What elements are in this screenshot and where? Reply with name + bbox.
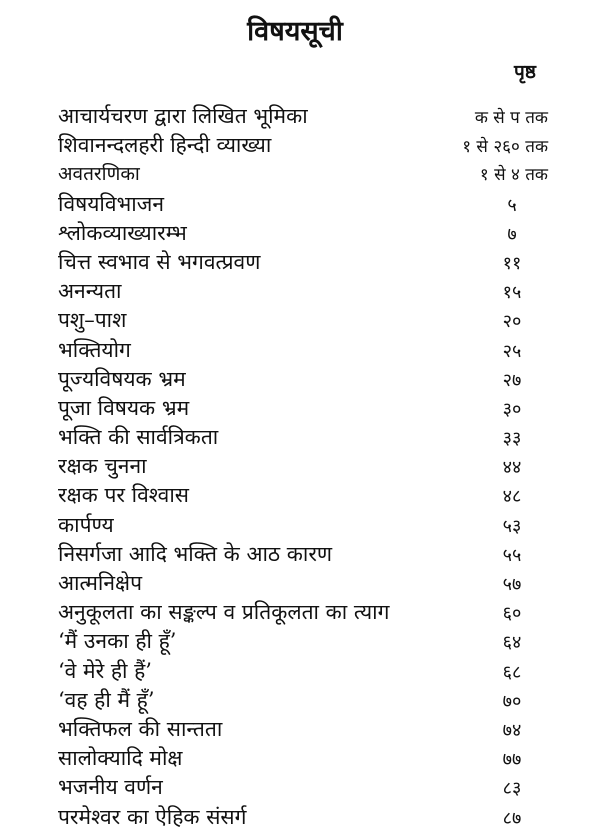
toc-entry [58, 540, 548, 569]
toc-entry-title: पशु–पाश [58, 308, 127, 333]
toc-entry [58, 511, 548, 540]
toc-entry-title: पूजा विषयक भ्रम [58, 395, 190, 420]
toc-entry-title: अवतरणिका [58, 163, 140, 186]
toc-entry-page: ८७ [502, 807, 522, 829]
toc-entry-title: भक्तियोग [58, 337, 131, 362]
toc-entry [58, 336, 548, 365]
toc-entry [58, 686, 548, 715]
toc-entry-title: ‘वे मेरे ही हैं’ [58, 658, 152, 683]
toc-entry-title: सालोक्यादि मोक्ष [58, 746, 183, 771]
table-of-contents [58, 102, 548, 832]
toc-entry-page: २० [502, 311, 522, 333]
toc-entry-page: ७ [507, 223, 517, 245]
toc-entry-page: २७ [502, 369, 522, 391]
toc-entry [58, 657, 548, 686]
toc-entry [58, 160, 548, 189]
toc-entry-page: ६० [502, 603, 522, 625]
page-title: विषयसूची [247, 16, 343, 47]
toc-entry-page: ४४ [502, 457, 522, 479]
toc-entry [58, 627, 548, 656]
toc-entry [58, 277, 548, 306]
toc-entry-page: ७० [502, 690, 522, 712]
toc-entry [58, 452, 548, 481]
toc-entry [58, 481, 548, 510]
toc-entry-page: ५३ [502, 515, 522, 537]
toc-entry-page: २५ [502, 340, 522, 362]
toc-entry [58, 598, 548, 627]
toc-entry-title: भजनीय वर्णन [58, 775, 163, 800]
toc-entry-title: अनन्यता [58, 279, 122, 304]
toc-entry-page: १ से २६० तक [462, 137, 548, 158]
toc-entry-title: अनुकूलता का सङ्कल्प व प्रतिकूलता का त्याग [58, 600, 390, 625]
toc-entry-title: आचार्यचरण द्वारा लिखित भूमिका [58, 104, 308, 128]
toc-entry [58, 306, 548, 335]
toc-entry-title: आत्मनिक्षेप [58, 571, 142, 595]
toc-entry [58, 744, 548, 773]
toc-entry-page: ५७ [502, 574, 522, 595]
toc-entry [58, 423, 548, 452]
toc-entry [58, 715, 548, 744]
toc-entry [58, 131, 548, 160]
toc-entry-page: १५ [502, 282, 522, 304]
toc-entry-page: ७४ [502, 719, 522, 741]
toc-entry-page: ३० [502, 398, 522, 420]
toc-entry-title: कार्पण्य [58, 512, 114, 537]
toc-entry [58, 365, 548, 394]
toc-entry [58, 394, 548, 423]
toc-entry-title: चित्त स्वभाव से भगवत्प्रवण [58, 249, 261, 274]
toc-entry-page: ७७ [502, 749, 522, 771]
toc-entry-title: रक्षक पर विश्वास [58, 483, 189, 508]
toc-entry-page: १ से ४ तक [479, 165, 548, 186]
toc-entry-title: विषयविभाजन [58, 191, 164, 216]
toc-entry [58, 219, 548, 248]
toc-entry [58, 102, 548, 131]
toc-entry-page: ६४ [502, 632, 522, 654]
toc-entry-page: ८३ [502, 778, 522, 800]
toc-entry-title: निसर्गजा आदि भक्ति के आठ कारण [58, 541, 333, 566]
toc-entry-title: पूज्यविषयक भ्रम [58, 366, 186, 391]
toc-entry-page: ३३ [502, 428, 522, 450]
toc-entry [58, 569, 548, 598]
page-column-header: पृष्ठ [514, 61, 536, 83]
toc-entry-page: ६८ [502, 661, 522, 683]
toc-entry-title: शिवानन्दलहरी हिन्दी व्याख्या [58, 133, 272, 158]
toc-entry-title: भक्तिफल की सान्तता [58, 716, 223, 741]
toc-entry [58, 773, 548, 802]
toc-entry [58, 190, 548, 219]
toc-entry-title: रक्षक चुनना [58, 454, 147, 479]
toc-entry-page: क से प तक [474, 108, 548, 128]
toc-entry-page: ५ [507, 194, 517, 216]
toc-entry-title: ‘मैं उनका ही हूँ’ [58, 629, 177, 654]
toc-entry [58, 803, 548, 832]
toc-entry-title: ‘वह ही मैं हूँ’ [58, 687, 155, 712]
toc-entry-title: परमेश्वर का ऐहिक संसर्ग [58, 804, 247, 829]
toc-entry-title: भक्ति की सार्वत्रिकता [58, 425, 219, 450]
toc-entry [58, 248, 548, 277]
toc-entry-page: ४८ [502, 486, 522, 508]
toc-entry-page: ५५ [502, 544, 522, 566]
toc-entry-page: ११ [502, 252, 522, 274]
toc-entry-title: श्लोकव्याख्यारम्भ [58, 220, 187, 245]
